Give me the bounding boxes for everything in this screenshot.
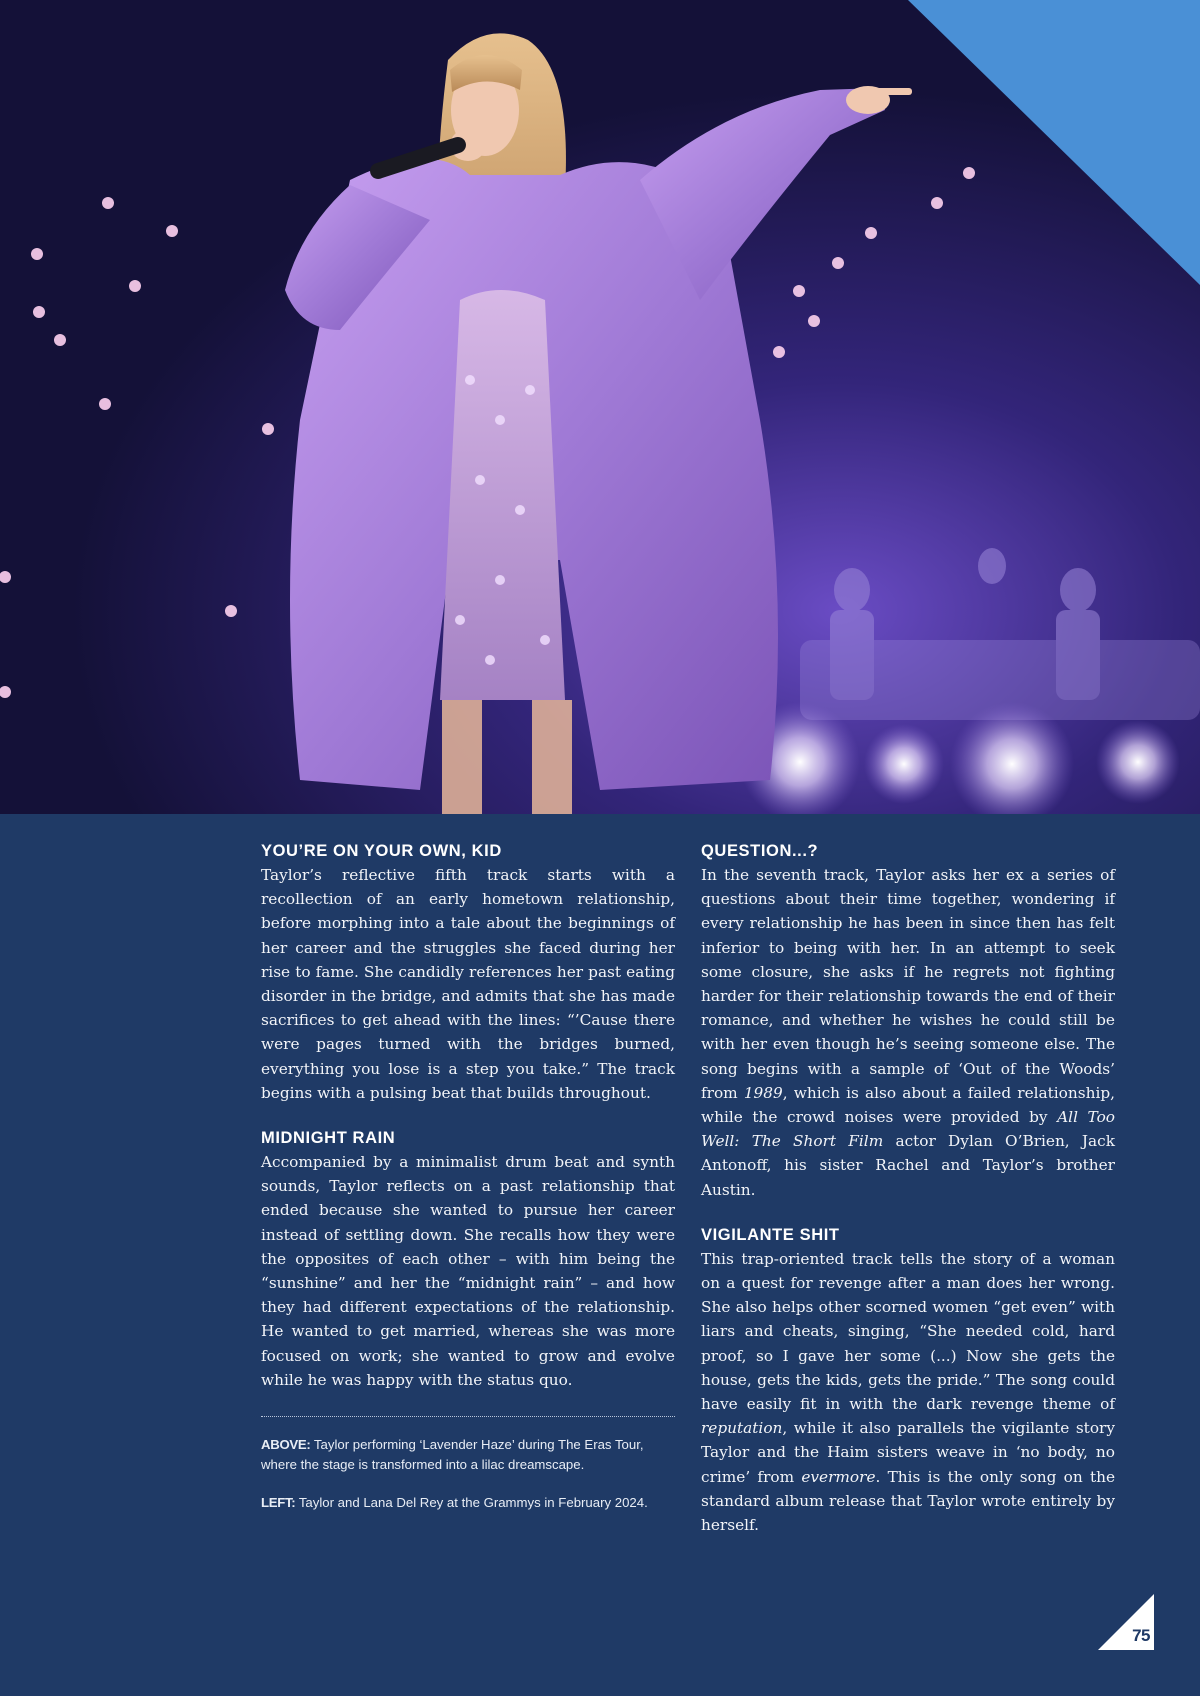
album-title: evermore: [801, 1467, 876, 1486]
section-heading: QUESTION...?: [701, 842, 819, 860]
film-title: All Too Well: The Short Film: [701, 1108, 1115, 1151]
caption-label: LEFT:: [261, 1495, 296, 1511]
caption-text: Taylor and Lana Del Rey at the Grammys in February 2024.: [295, 1495, 648, 1511]
left-column: [261, 842, 675, 1531]
section-youre-on-your-own-kid: [261, 842, 675, 1105]
body-text: This trap-oriented track tells the story of a woman on a quest for revenge after a man does her wrong. She also helps other scorned women “get even” with liars and cheats, singing, “She needed cold, hard proof, so I gave her some (...) Now she gets the house, gets the kids, gets the pride.” The song could have easily fit in with the dark revenge theme of: [701, 1249, 1115, 1414]
caption-left: [261, 1493, 675, 1513]
section-heading: VIGILANTE SHIT: [701, 1225, 840, 1244]
section-body: [701, 1247, 1115, 1537]
caption-label: ABOVE:: [261, 1437, 311, 1453]
album-title: 1989: [743, 1083, 783, 1102]
body-text: In the seventh track, Taylor asks her ex a series of questions about their time together, wondering if every relationship he has been in since then has felt inferior to being with her. In an attempt to seek some closure, she asks if he regrets not fighting harder for their relationship towards the end of their romance, and whether he wishes he could still be with her even though he’s seeing someone else. The song begins with a sample of ‘Out of the Woods’ from: [701, 866, 1115, 1102]
body-text: . This is the only song on the standard album release that Taylor wrote entirely by herself.: [701, 1467, 1116, 1535]
right-column: [701, 842, 1115, 1561]
section-heading: YOU’RE ON YOUR OWN, KID: [261, 842, 502, 860]
concert-photo: [0, 0, 1200, 814]
section-body: Accompanied by a minimalist drum beat and synth sounds, Taylor reflects on a past relationship that ended because she wanted to pursue her career instead of settling down. She recalls how they were the opposites of each other – with him being the “sunshine” and her the “midnight rain” – and how they had different expectations of the relationship. He wanted to get married, whereas she was more focused on work; she wanted to grow and evolve while he was happy with the status quo.: [261, 1153, 675, 1389]
section-body: Taylor’s reflective fifth track starts with a recollection of an early hometown relationship, before morphing into a tale about the beginnings of her career and the struggles she faced during her rise to fame. She candidly references her past eating disorder in the bridge, and admits that she has made sacrifices to get ahead with the lines: “’Cause there were pages turned with the bridges burned, everything you lose is a step you take.” The track begins with a pulsing beat that builds throughout.: [261, 866, 675, 1102]
section-midnight-rain: [261, 1129, 675, 1392]
section-heading: MIDNIGHT RAIN: [261, 1129, 396, 1148]
caption-above: [261, 1435, 675, 1475]
page-number: 75: [1132, 1626, 1150, 1645]
body-text: actor Dylan O’Brien, Jack Antonoff, his sister Rachel and Taylor’s brother Austin.: [701, 1132, 1115, 1199]
concert-illustration: [0, 0, 1200, 814]
album-title: reputation: [701, 1419, 783, 1438]
body-text: , while it also parallels the vigilante story Taylor and the Haim sisters weave in ‘no body, no crime’ from: [701, 1419, 1115, 1486]
article-body: [0, 814, 1200, 1696]
body-text: , which is also about a failed relationship, while the crowd noises were provided by: [701, 1083, 1115, 1127]
section-body: [701, 863, 1115, 1202]
section-question: [701, 842, 1115, 1202]
caption-divider: [261, 1416, 675, 1417]
section-vigilante-shit: [701, 1226, 1115, 1537]
caption-text: Taylor performing ‘Lavender Haze’ during The Eras Tour, where the stage is transformed into a lilac dreamscape.: [261, 1437, 644, 1473]
